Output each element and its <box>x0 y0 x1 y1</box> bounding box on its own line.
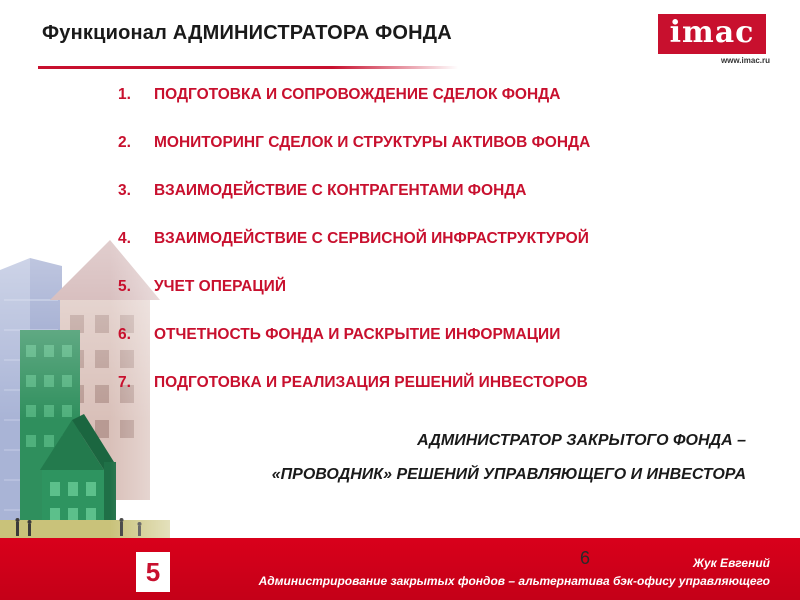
footer-bar <box>0 538 800 600</box>
item-number: 4. <box>118 230 131 247</box>
list-item <box>118 230 758 278</box>
item-text: МОНИТОРИНГ СДЕЛОК И СТРУКТУРЫ АКТИВОВ ФОНДА <box>154 134 591 151</box>
tagline-line-1: АДМИНИСТРАТОР ЗАКРЫТОГО ФОНДА – <box>417 432 746 449</box>
list-item <box>118 134 758 182</box>
logo-url: www.imac.ru <box>720 56 770 65</box>
item-number: 1. <box>118 86 131 103</box>
item-number: 3. <box>118 182 131 199</box>
page-title: Функционал АДМИНИСТРАТОРА ФОНДА <box>42 22 452 44</box>
list-item <box>118 374 758 422</box>
author-name: Жук Евгений <box>693 556 770 570</box>
page-number: 6 <box>580 548 591 568</box>
item-text: ВЗАИМОДЕЙСТВИЕ С КОНТРАГЕНТАМИ ФОНДА <box>154 182 527 199</box>
list-item <box>118 86 758 134</box>
title-underline <box>38 66 458 69</box>
item-number: 6. <box>118 326 131 343</box>
imac-logo: imac <box>658 14 766 54</box>
item-text: ПОДГОТОВКА И СОПРОВОЖДЕНИЕ СДЕЛОК ФОНДА <box>154 86 561 103</box>
item-text: ПОДГОТОВКА И РЕАЛИЗАЦИЯ РЕШЕНИЙ ИНВЕСТОРОВ <box>154 374 588 391</box>
list-item <box>118 326 758 374</box>
list-item <box>118 182 758 230</box>
item-number: 7. <box>118 374 131 391</box>
item-number: 5. <box>118 278 131 295</box>
list-item <box>118 278 758 326</box>
section-badge: 5 <box>136 552 170 592</box>
function-list <box>118 86 758 422</box>
item-text: УЧЕТ ОПЕРАЦИЙ <box>154 278 286 295</box>
tagline-line-2: «ПРОВОДНИК» РЕШЕНИЙ УПРАВЛЯЮЩЕГО И ИНВЕСТОРА <box>271 466 746 483</box>
presentation-caption: Администрирование закрытых фондов – альтернатива бэк-офису управляющего <box>258 574 770 588</box>
item-text: ОТЧЕТНОСТЬ ФОНДА И РАСКРЫТИЕ ИНФОРМАЦИИ <box>154 326 561 343</box>
item-text: ВЗАИМОДЕЙСТВИЕ С СЕРВИСНОЙ ИНФРАСТРУКТУРОЙ <box>154 230 589 247</box>
item-number: 2. <box>118 134 131 151</box>
